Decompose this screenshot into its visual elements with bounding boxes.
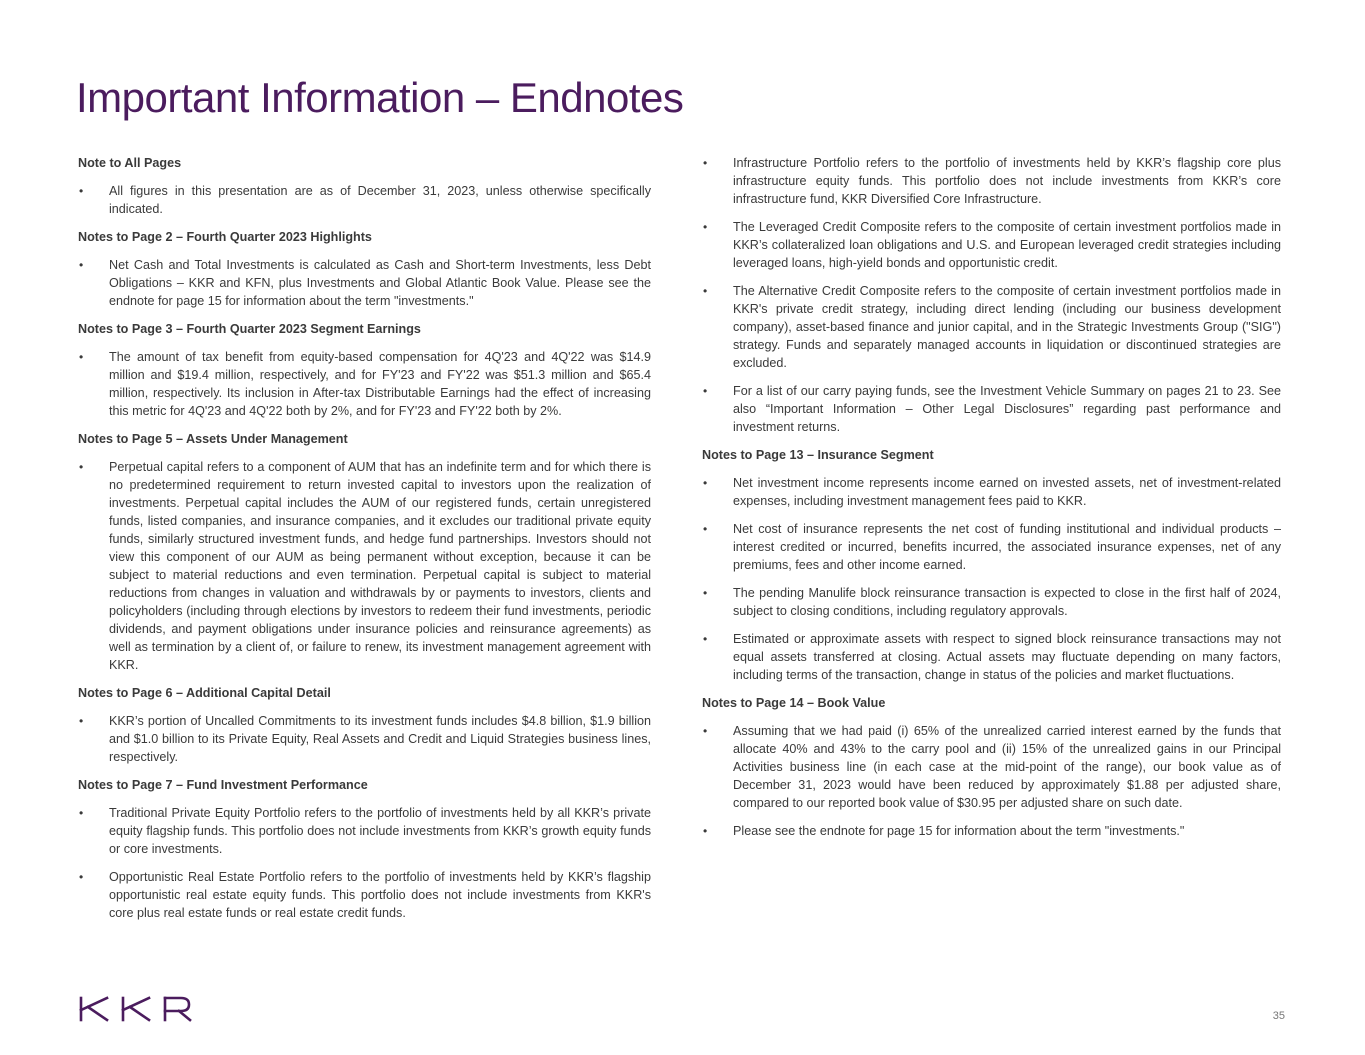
kkr-logo [79,995,193,1028]
bullet-text: Traditional Private Equity Portfolio refers to the portfolio of investments held by all KKR’s private equity flagship funds. This portfolio does not include investments from KKR’s growth equity funds or core investments. [109,806,651,856]
bullet-icon: • [79,806,84,820]
bullet-icon: • [703,586,708,600]
kkr-logo-mark [79,995,193,1023]
bullet-item [702,822,1281,840]
bullet-icon: • [703,522,708,536]
bullet-item [702,474,1281,510]
section-heading: Notes to Page 6 – Additional Capital Detail [78,686,331,700]
bullet-text: For a list of our carry paying funds, see the Investment Vehicle Summary on pages 21 to 23. See also “Important Information – Other Legal Disclosures” regarding past performance and investment returns. [733,384,1281,434]
bullet-text: Net investment income represents income earned on invested assets, net of investment-related expenses, including investment management fees paid to KKR. [733,476,1281,508]
bullet-icon: • [79,184,84,198]
bullet-icon: • [703,384,708,398]
section-heading: Note to All Pages [78,156,182,170]
bullet-text: Assuming that we had paid (i) 65% of the unrealized carried interest earned by the funds that allocate 40% and 43% to the carry pool and (ii) 15% of the unrealized gains in our Principal Activities business line (in each case at the mid-point of the range), our book value as of December 31, 2023 would have been reduced by approximately $1.88 per adjusted share, compared to our reported book value of $30.95 per adjusted share on such date. [733,724,1281,810]
bullet-text: All figures in this presentation are as of December 31, 2023, unless otherwise specifically indicated. [109,184,651,216]
bullet-icon: • [79,350,84,364]
bullet-item [702,382,1281,436]
left-column [78,154,651,932]
bullet-item [702,630,1281,684]
bullet-text: Please see the endnote for page 15 for information about the term "investments." [733,824,1185,838]
bullet-item [702,218,1281,272]
page-number: 35 [1272,1010,1285,1022]
bullet-text: The Alternative Credit Composite refers to the composite of certain investment portfolios made in KKR's private credit strategy, including direct lending (including our business development company), asset-based finance and junior capital, and in the Strategic Investments Group ("SIG") strategy. Funds and separately managed accounts in liquidation or discontinued strategies are excluded. [733,284,1281,370]
section-heading: Notes to Page 2 – Fourth Quarter 2023 Highlights [78,230,372,244]
bullet-icon: • [703,632,708,646]
bullet-text: Estimated or approximate assets with respect to signed block reinsurance transactions may not equal assets transferred at closing. Actual assets may fluctuate depending on many factors, including terms of the transaction, change in status of the policies and market fluctuations. [733,632,1281,682]
bullet-text: Opportunistic Real Estate Portfolio refers to the portfolio of investments held by KKR’s flagship opportunistic real estate equity funds. This portfolio does not include investments from KKR's core plus real estate funds or real estate credit funds. [109,870,651,920]
section-heading: Notes to Page 5 – Assets Under Management [78,432,348,446]
bullet-text: The pending Manulife block reinsurance transaction is expected to close in the first half of 2024, subject to closing conditions, including regulatory approvals. [733,586,1281,618]
bullet-icon: • [703,476,708,490]
bullet-text: Infrastructure Portfolio refers to the portfolio of investments held by KKR’s flagship core plus infrastructure equity funds. This portfolio does not include investments from KKR’s core infrastructure fund, KKR Diversified Core Infrastructure. [733,156,1281,206]
section-heading: Notes to Page 14 – Book Value [702,696,886,710]
bullet-item [702,282,1281,372]
bullet-text: The amount of tax benefit from equity-based compensation for 4Q'23 and 4Q'22 was $14.9 million and $19.4 million, respectively, and for FY'23 and FY'22 was $51.3 million and $65.4 million, respectively. Its inclusion in After-tax Distributable Earnings had the effect of increasing this metric for 4Q'23 and 4Q'22 both by 2%, and for FY'23 and FY'22 both by 2%. [109,350,651,418]
bullet-text: The Leveraged Credit Composite refers to the composite of certain investment portfolios made in KKR’s collateralized loan obligations and U.S. and European leveraged credit strategies including leveraged loans, high-yield bonds and opportunistic credit. [733,220,1281,270]
section-heading: Notes to Page 3 – Fourth Quarter 2023 Segment Earnings [78,322,421,336]
bullet-text: Perpetual capital refers to a component of AUM that has an indefinite term and for which there is no predetermined requirement to return invested capital to investors upon the realization of investments. Perpetual capital includes the AUM of our registered funds, certain unregistered funds, listed companies, and insurance companies, and it excludes our traditional private equity funds, similarly structured investment funds, and hedge fund partnerships. Investors should not view this component of our AUM as being permanent without exception, because it can be subject to material reductions and even termination. Perpetual capital is subject to material reductions from changes in valuation and withdrawals by or payments to investors, clients and policyholders (including through elections by investors to redeem their fund investments, periodic dividends, and payment obligations under insurance policies and reinsurance agreements) as well as termination by a client of, or failure to renew, its investment management agreement with KKR. [109,460,651,672]
bullet-item [702,154,1281,208]
bullet-item [78,458,651,674]
bullet-item [702,722,1281,812]
bullet-item [78,804,651,858]
bullet-item [78,182,651,218]
bullet-item [78,868,651,922]
bullet-text: Net cost of insurance represents the net cost of funding institutional and individual products – interest credited or incurred, benefits incurred, the associated insurance expenses, net of any premiums, fees and other income earned. [733,522,1281,572]
bullet-text: Net Cash and Total Investments is calculated as Cash and Short-term Investments, less Debt Obligations – KKR and KFN, plus Investments and Global Atlantic Book Value. Please see the endnote for page 15 for information about the term "investments." [109,258,651,308]
page-title: Important Information – Endnotes [76,74,684,121]
bullet-item [78,712,651,766]
bullet-item [702,584,1281,620]
bullet-item [78,348,651,420]
section-heading: Notes to Page 13 – Insurance Segment [702,448,934,462]
bullet-icon: • [79,258,84,272]
right-column [702,154,1281,850]
bullet-icon: • [79,714,84,728]
bullet-icon: • [79,460,84,474]
section-heading: Notes to Page 7 – Fund Investment Performance [78,778,368,792]
bullet-icon: • [703,156,708,170]
bullet-icon: • [703,220,708,234]
bullet-icon: • [703,824,708,838]
bullet-item [702,520,1281,574]
bullet-icon: • [79,870,84,884]
bullet-text: KKR’s portion of Uncalled Commitments to its investment funds includes $4.8 billion, $1.9 billion and $1.0 billion to its Private Equity, Real Assets and Credit and Liquid Strategies business lines, respectively. [109,714,651,764]
bullet-icon: • [703,724,708,738]
bullet-icon: • [703,284,708,298]
bullet-item [78,256,651,310]
